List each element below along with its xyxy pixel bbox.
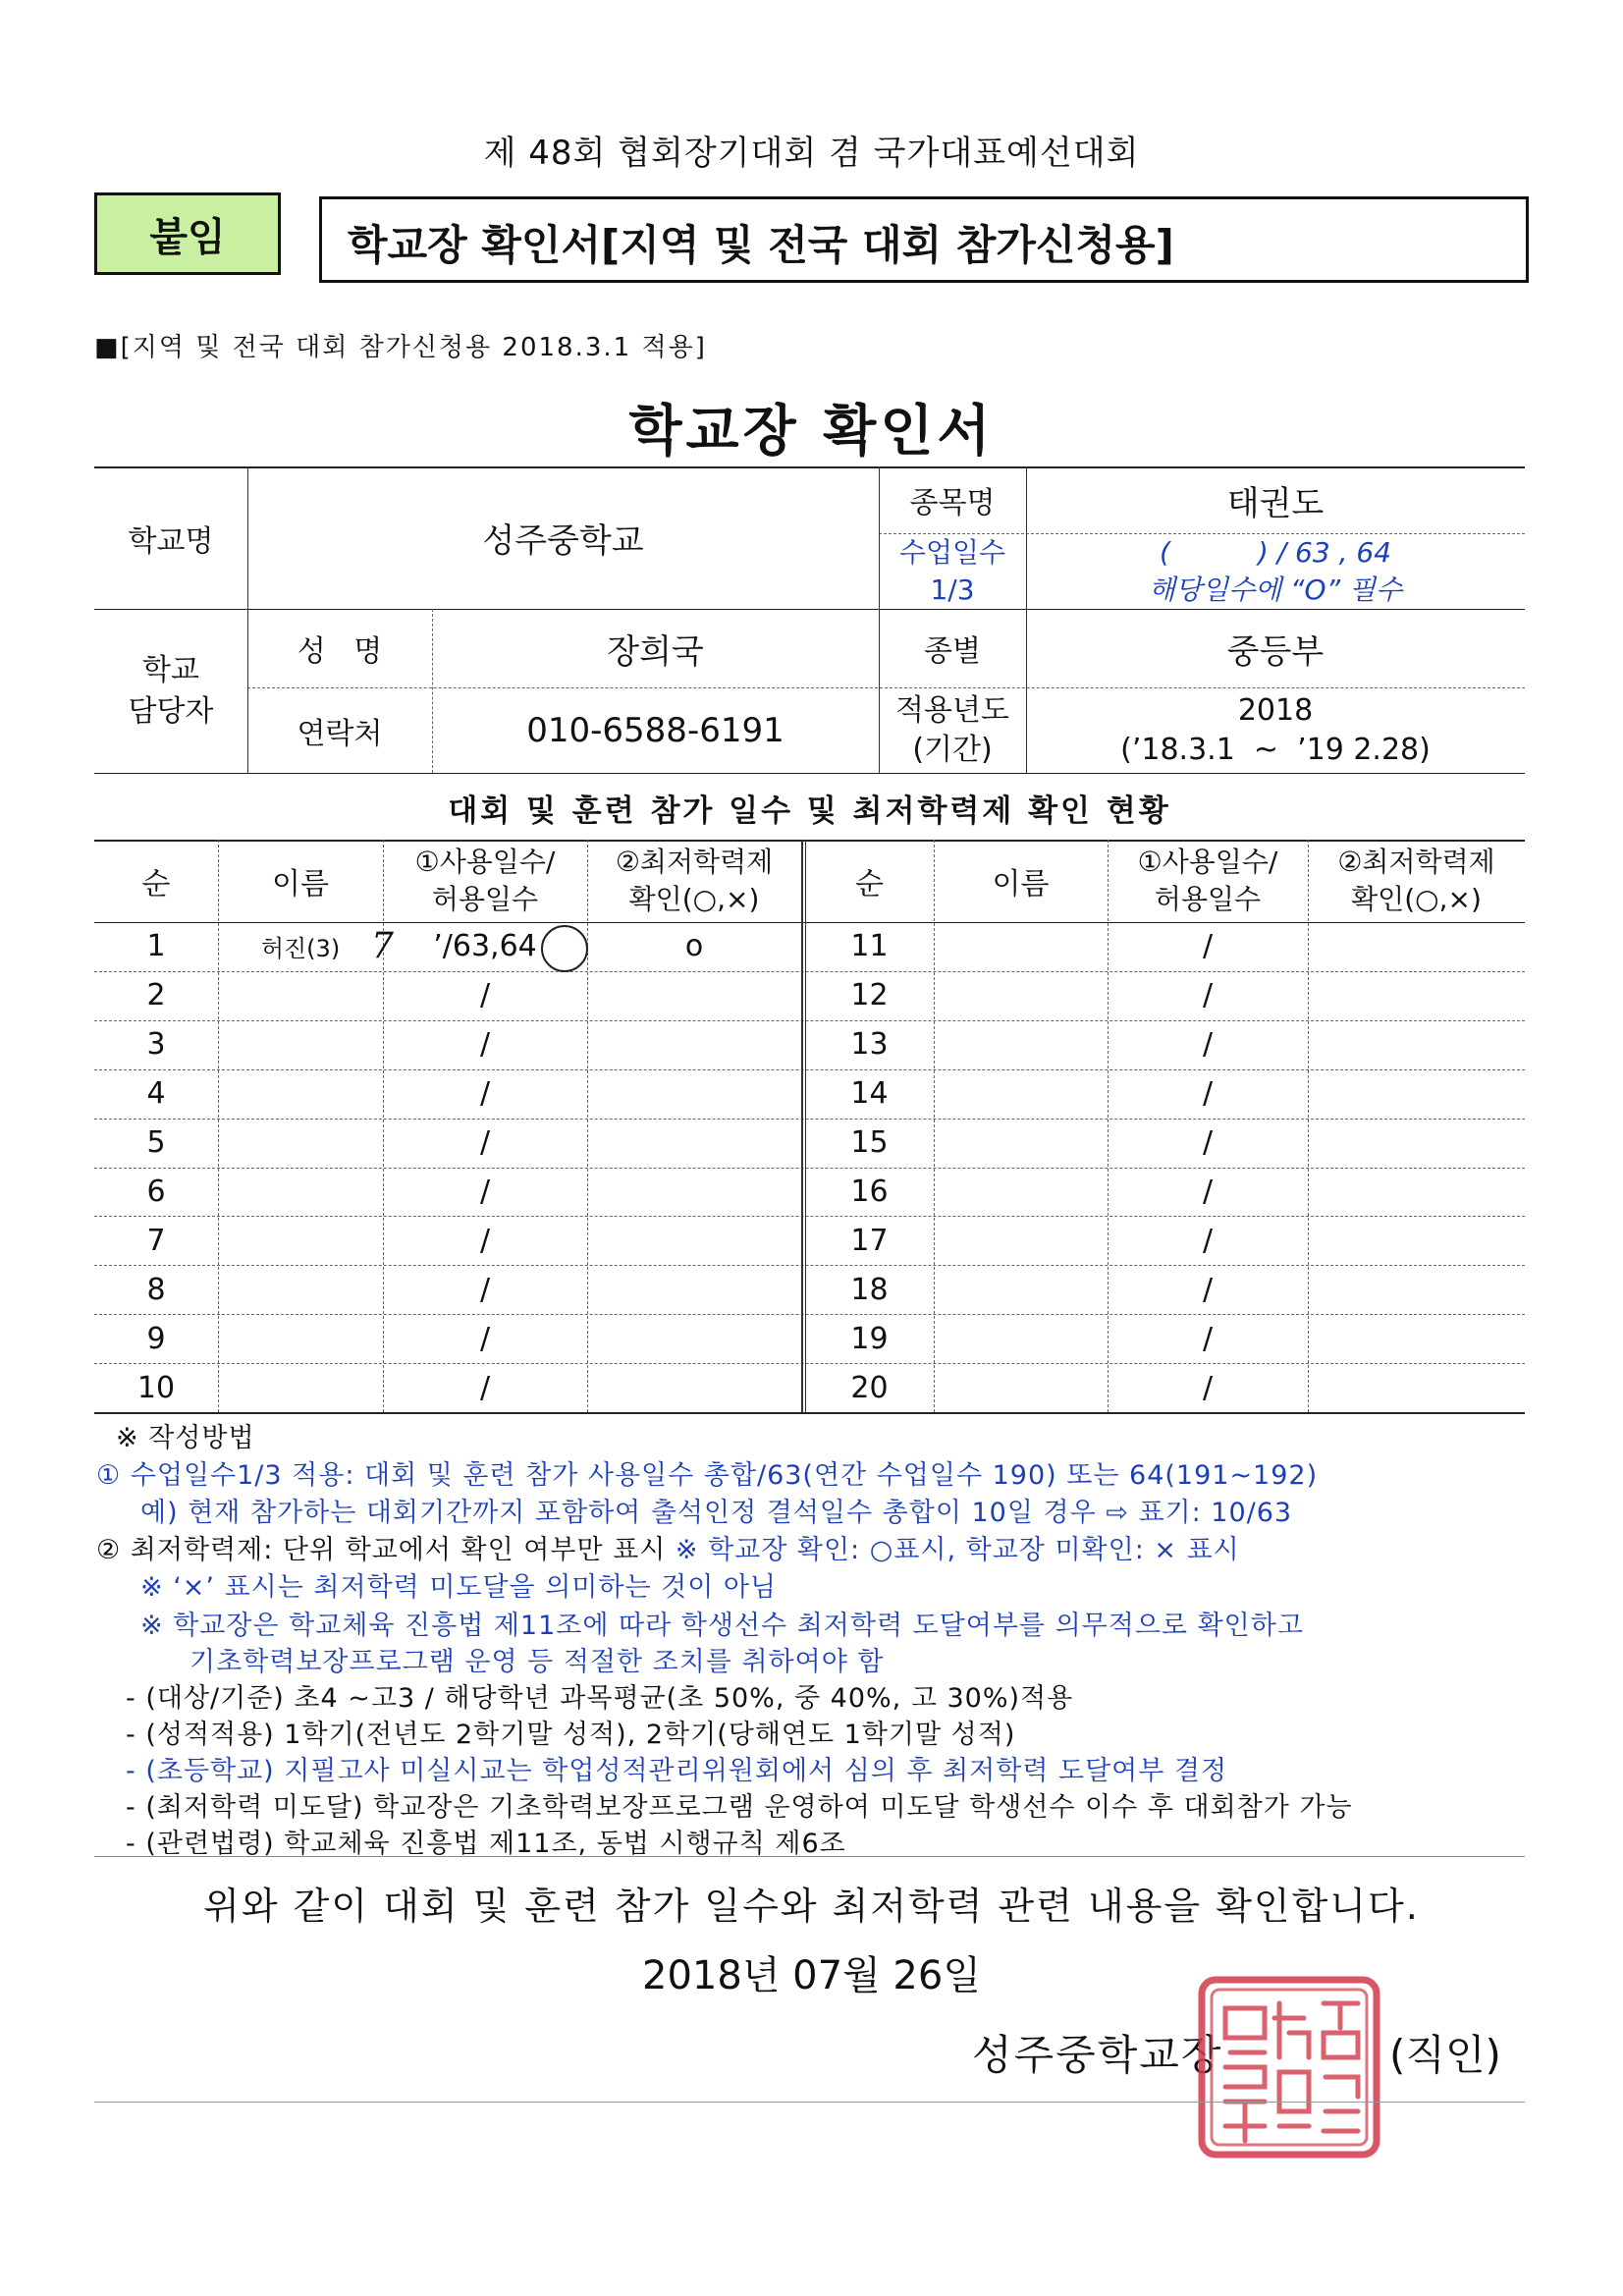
instructions-heading: ※ 작성방법 [116,1423,255,1453]
row-days-right: / [1202,929,1214,964]
row-days-right: / [1202,1223,1214,1258]
header-days-left-line1: ①사용일수/ [414,846,556,878]
instruction-line-6: 기초학력보장프로그램 운영 등 적절한 조치를 취하여야 함 [189,1647,885,1677]
instruction-line-4: ※ ‘×’ 표시는 최저학력 미도달을 의미하는 것이 아님 [140,1572,778,1603]
document-date: 2018년 07월 26일 [642,1953,981,1998]
row-check-right [1308,1119,1525,1168]
header-acad-right-line2: 확인(○,×) [1351,883,1482,915]
row-no-right: 16 [850,1174,889,1209]
instruction-line-1: ① 수업일수1/3 적용: 대회 및 훈련 참가 사용일수 총합/63(연간 수업일수 190) 또는 64(191~192) [96,1460,1319,1491]
row-no-right: 14 [850,1076,889,1112]
circle-mark-icon [541,925,588,972]
year-value [1026,687,1525,773]
seal-label: (직인) [1389,2031,1501,2079]
row-no-right: 15 [850,1125,889,1161]
row-name-right [934,1265,1108,1314]
row-no-left: 3 [146,1027,166,1063]
row-days-left: / [479,1076,491,1112]
row-days-left: / [479,1174,491,1209]
row-check-right [1308,971,1525,1020]
row-name-left: 허진(3) [260,935,341,963]
row-name-right [934,1119,1108,1168]
contact-group-label [94,609,247,773]
header-acad-right [1308,840,1525,922]
instruction-line-8: - (성적적용) 1학기(전년도 2학기말 성적), 2학기(당해연도 1학기말 성적) [126,1720,1016,1750]
school-seal [1196,1974,1382,2160]
subtitle-note: ■[지역 및 전국 대회 참가신청용 2018.3.1 적용] [94,333,707,362]
header-acad-right-line1: ②최저학력제 [1337,846,1495,878]
row-check-left [587,1265,801,1314]
name-value: 장희국 [607,631,704,672]
row-check-left [587,1119,801,1168]
attach-badge: 붙임 [94,192,281,275]
header-acad-left-line1: ②최저학력제 [615,846,774,878]
row-no-left: 10 [136,1370,176,1405]
row-name-left [218,1069,383,1119]
contact-group-label-line1: 학교 [142,652,199,687]
row-no-left: 7 [146,1223,166,1258]
instruction-line-3b: ※ 학교장 확인: ○표시, 학교장 미확인: × 표시 [675,1535,1240,1565]
row-check-left [587,1216,801,1265]
header-days-left [383,840,587,922]
row-name-right [934,1363,1108,1412]
header-days-right-line1: ①사용일수/ [1137,846,1278,878]
year-value-line2: (’18.3.1 ~ ’19 2.28) [1120,732,1431,767]
row-check-right [1308,1168,1525,1217]
year-label-line1: 적용년도 [895,692,1009,728]
header-name-left: 이름 [272,867,329,902]
row-check-right [1308,1314,1525,1363]
row-days-left: / [479,978,491,1013]
class-days-label-line1: 수업일수 [898,535,1006,569]
row-check-right [1308,1265,1525,1314]
row-name-left [218,1168,383,1217]
row-name-left [218,1314,383,1363]
row-days-right: / [1202,1125,1214,1161]
class-days-value-line2: 해당일수에 “O” 필수 [1148,573,1403,606]
row-name-left [218,1265,383,1314]
row-days-right: / [1202,1076,1214,1112]
year-label [879,687,1026,773]
row-name-right [934,922,1108,971]
row-name-right [934,1168,1108,1217]
row-name-right [934,1020,1108,1069]
row-check-left [587,1363,801,1412]
row-name-left [218,1216,383,1265]
row-check-left [587,971,801,1020]
handwritten-day-count: 7 [371,926,394,966]
sport-value: 태권도 [1226,483,1325,523]
row-no-left: 4 [146,1076,166,1112]
class-days-label [879,533,1026,609]
confirmation-statement: 위와 같이 대회 및 훈련 참가 일수와 최저학력 관련 내용을 확인합니다. [203,1885,1420,1928]
row-check-right [1308,1216,1525,1265]
contact-group-label-line2: 담당자 [128,693,214,729]
row-no-right: 20 [850,1370,889,1405]
class-days-value-line1: ( ) / 63 , 64 [1159,535,1392,569]
row-days-left: / [479,1125,491,1161]
instruction-line-9: - (초등학교) 지필고사 미실시교는 학업성적관리위원회에서 심의 후 최저학력 도달여부 결정 [126,1756,1228,1786]
row-no-left: 9 [146,1321,166,1356]
row-days-left: / [479,1272,491,1307]
row-check-right [1308,1363,1525,1412]
row-name-left [218,1119,383,1168]
row-no-right: 13 [850,1027,889,1063]
row-no-left: 1 [146,929,166,964]
row-check-right [1308,922,1525,971]
header-days-right [1108,840,1308,922]
row-name-right [934,971,1108,1020]
instruction-line-2: 예) 현재 참가하는 대회기간까지 포함하여 출석인정 결석일수 총합이 10일 경우 ⇨ 표기: 10/63 [140,1498,1293,1528]
row-no-left: 6 [146,1174,166,1209]
row-days-right: / [1202,1370,1214,1405]
year-label-line2: (기간) [912,732,993,767]
row-days-right: / [1202,1321,1214,1356]
row-no-right: 19 [850,1321,889,1356]
row-no-left: 2 [146,978,166,1013]
row-days-left: / [479,1321,491,1356]
instruction-line-3a: ② 최저학력제: 단위 학교에서 확인 여부만 표시 [96,1535,676,1565]
row-no-right: 18 [850,1272,889,1307]
row-days-left: / [479,1027,491,1063]
row-no-right: 11 [850,929,889,964]
section-title: 대회 및 훈련 참가 일수 및 최저학력제 확인 현황 [448,793,1171,829]
phone-value: 010-6588-6191 [526,710,784,750]
school-value: 성주중학교 [482,521,644,561]
division-value: 중등부 [1226,631,1325,672]
document-title-box [319,196,1529,283]
row-days-right: / [1202,978,1214,1013]
row-name-right [934,1314,1108,1363]
header-no-right: 순 [855,867,884,902]
header-acad-left-line2: 확인(○,×) [628,883,760,915]
event-title: 제 48회 협회장기대회 겸 국가대표예선대회 [483,134,1140,173]
header-no-left: 순 [141,867,171,902]
main-title: 학교장 확인서 [628,400,995,464]
row-name-left [218,1363,383,1412]
signer-name: 성주중학교장 [972,2031,1223,2079]
row-check-left [587,1069,801,1119]
document-title: 학교장 확인서[지역 및 전국 대회 참가신청용] [348,221,1174,269]
row-no-left: 8 [146,1272,166,1307]
row-check-left: o [684,929,704,964]
row-name-left [218,971,383,1020]
year-value-line1: 2018 [1237,692,1314,728]
row-name-right [934,1216,1108,1265]
row-name-right [934,1069,1108,1119]
row-days-left: / [479,1370,491,1405]
class-days-label-line2: 1/3 [930,573,975,606]
row-days-right: / [1202,1272,1214,1307]
school-label: 학교명 [128,523,214,559]
row-days-right: / [1202,1174,1214,1209]
instruction-line-7: - (대상/기준) 초4 ~고3 / 해당학년 과목평균(초 50%, 중 40%, 고 30%)적용 [126,1683,1074,1714]
row-no-right: 17 [850,1223,889,1258]
header-days-left-line2: 허용일수 [431,883,539,915]
row-name-left [218,1020,383,1069]
header-acad-left [587,840,801,922]
row-check-left [587,1020,801,1069]
row-days-right: / [1202,1027,1214,1063]
row-check-left [587,1314,801,1363]
header-days-right-line2: 허용일수 [1154,883,1262,915]
instruction-line-3 [96,1528,1240,1566]
row-days-left: / [479,1223,491,1258]
division-label: 종별 [924,634,981,669]
row-no-right: 12 [850,978,889,1013]
row-days-left: ’/63,64 [433,929,537,964]
sport-label: 종목명 [909,486,996,520]
row-no-left: 5 [146,1125,166,1161]
instruction-line-11: - (관련법령) 학교체육 진흥법 제11조, 동법 시행규칙 제6조 [126,1829,846,1859]
phone-label: 연락처 [297,716,383,751]
instruction-line-5: ※ 학교장은 학교체육 진흥법 제11조에 따라 학생선수 최저학력 도달여부를 의무적으로 확인하고 [140,1611,1304,1641]
instruction-line-10: - (최저학력 미도달) 학교장은 기초학력보장프로그램 운영하여 미도달 학생선수 이수 후 대회참가 가능 [126,1792,1353,1823]
row-check-left [587,1168,801,1217]
name-label: 성 명 [297,634,383,669]
class-days-value [1026,533,1525,609]
row-check-right [1308,1069,1525,1119]
header-name-right: 이름 [992,867,1050,902]
row-check-right [1308,1020,1525,1069]
seal-stamp-icon [1196,1974,1382,2160]
